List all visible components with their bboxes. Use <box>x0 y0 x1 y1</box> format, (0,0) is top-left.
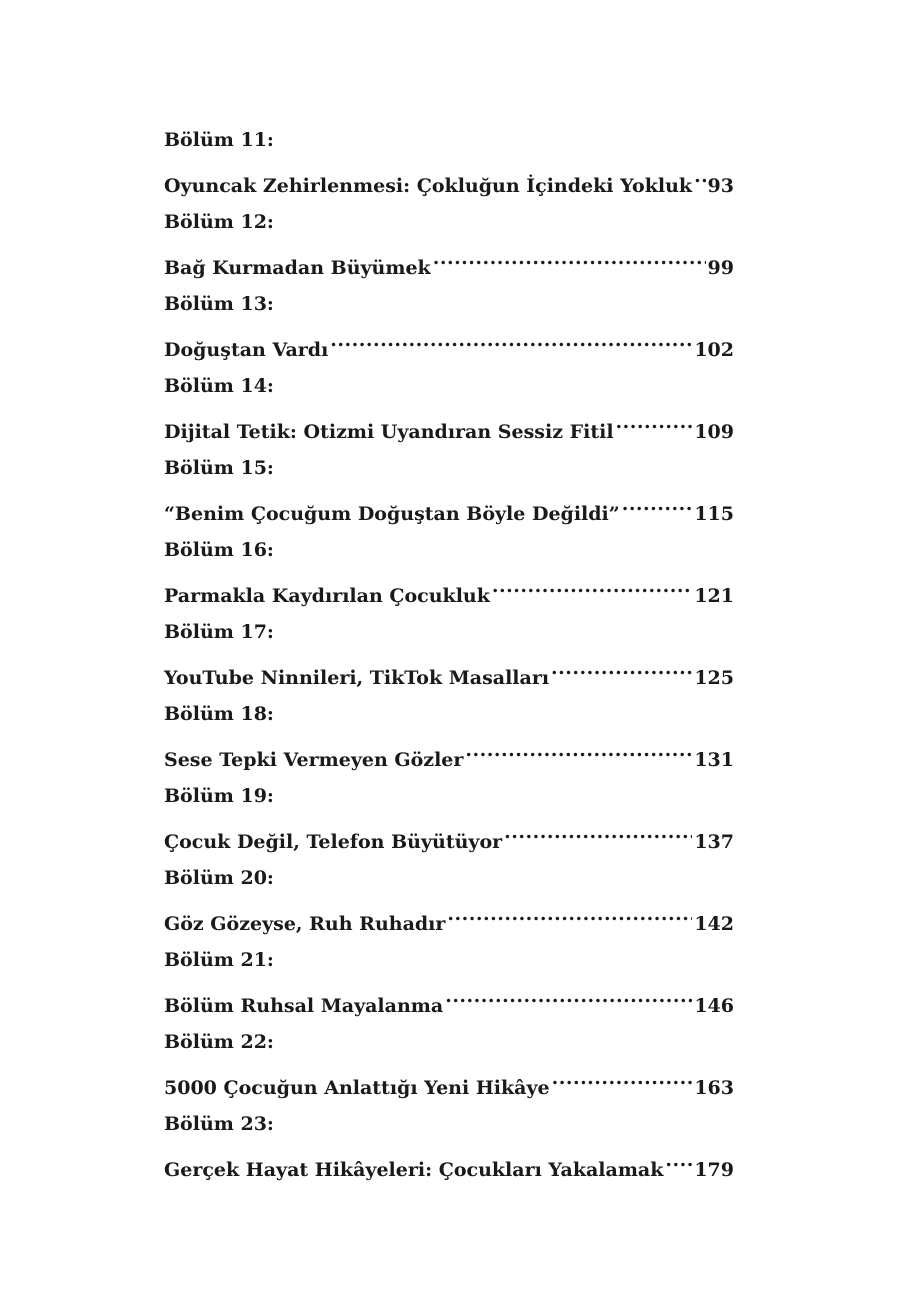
chapter-line <box>164 318 734 361</box>
chapter-line <box>164 482 734 525</box>
chapter-number: Bölüm 23: <box>164 1113 274 1135</box>
toc-entry <box>164 946 734 1028</box>
toc-entry <box>164 1110 734 1192</box>
chapter-title: Çocuk Değil, Telefon Büyütüyor <box>164 831 503 853</box>
chapter-number: Bölüm 17: <box>164 621 274 643</box>
toc-entry <box>164 1028 734 1110</box>
chapter-line <box>164 974 734 1017</box>
chapter-title: Sese Tepki Vermeyen Gözler <box>164 749 464 771</box>
dot-leader <box>447 900 692 930</box>
dot-leader <box>330 326 692 356</box>
toc-entry <box>164 618 734 700</box>
page-number: 179 <box>694 1159 734 1181</box>
dot-leader <box>616 408 693 438</box>
chapter-title: 5000 Çocuğun Anlattığı Yeni Hikâye <box>164 1077 550 1099</box>
toc-entry <box>164 864 734 946</box>
page-number: 115 <box>694 503 734 525</box>
chapter-title: Bağ Kurmadan Büyümek <box>164 257 431 279</box>
page-number: 93 <box>707 175 734 197</box>
chapter-line <box>164 810 734 853</box>
dot-leader <box>504 818 692 848</box>
page-number: 163 <box>694 1077 734 1099</box>
toc-entry <box>164 454 734 536</box>
dot-leader <box>694 162 705 192</box>
page-number: 137 <box>694 831 734 853</box>
page-number: 99 <box>707 257 734 279</box>
chapter-number: Bölüm 21: <box>164 949 274 971</box>
toc-entry <box>164 782 734 864</box>
toc-entry <box>164 126 734 208</box>
toc-entry <box>164 290 734 372</box>
page-number: 102 <box>694 339 734 361</box>
chapter-number: Bölüm 18: <box>164 703 274 725</box>
chapter-line <box>164 564 734 607</box>
page-number: 125 <box>694 667 734 689</box>
chapter-number: Bölüm 20: <box>164 867 274 889</box>
toc-entry <box>164 208 734 290</box>
toc-entry <box>164 700 734 782</box>
dot-leader <box>433 244 706 274</box>
chapter-number: Bölüm 19: <box>164 785 274 807</box>
chapter-title: Dijital Tetik: Otizmi Uyandıran Sessiz Fitil <box>164 421 614 443</box>
chapter-line <box>164 400 734 443</box>
chapter-title: YouTube Ninnileri, TikTok Masalları <box>164 667 550 689</box>
page-number: 109 <box>694 421 734 443</box>
chapter-line <box>164 1056 734 1099</box>
chapter-line <box>164 236 734 279</box>
chapter-line <box>164 892 734 935</box>
chapter-line <box>164 646 734 689</box>
dot-leader <box>445 982 692 1012</box>
page-number: 131 <box>694 749 734 771</box>
page-number: 146 <box>694 995 734 1017</box>
table-of-contents <box>164 126 734 1192</box>
chapter-title: “Benim Çocuğum Doğuştan Böyle Değildi” <box>164 503 620 525</box>
chapter-number: Bölüm 13: <box>164 293 274 315</box>
chapter-number: Bölüm 16: <box>164 539 274 561</box>
chapter-title: Oyuncak Zehirlenmesi: Çokluğun İçindeki Yokluk <box>164 175 693 197</box>
chapter-title: Göz Gözeyse, Ruh Ruhadır <box>164 913 446 935</box>
chapter-number: Bölüm 12: <box>164 211 274 233</box>
dot-leader <box>551 654 692 684</box>
chapter-number: Bölüm 22: <box>164 1031 274 1053</box>
toc-entry <box>164 536 734 618</box>
chapter-number: Bölüm 11: <box>164 129 274 151</box>
dot-leader <box>465 736 692 766</box>
dot-leader <box>665 1146 692 1176</box>
chapter-title: Gerçek Hayat Hikâyeleri: Çocukları Yakalamak <box>164 1159 664 1181</box>
dot-leader <box>552 1064 693 1094</box>
chapter-number: Bölüm 15: <box>164 457 274 479</box>
chapter-title: Bölüm Ruhsal Mayalanma <box>164 995 444 1017</box>
dot-leader <box>622 490 693 520</box>
page-number: 121 <box>694 585 734 607</box>
page-number: 142 <box>694 913 734 935</box>
chapter-line <box>164 728 734 771</box>
chapter-title: Parmakla Kaydırılan Çocukluk <box>164 585 490 607</box>
toc-entry <box>164 372 734 454</box>
chapter-line <box>164 1138 734 1181</box>
chapter-line <box>164 154 734 197</box>
chapter-number: Bölüm 14: <box>164 375 274 397</box>
chapter-title: Doğuştan Vardı <box>164 339 329 361</box>
dot-leader <box>492 572 692 602</box>
